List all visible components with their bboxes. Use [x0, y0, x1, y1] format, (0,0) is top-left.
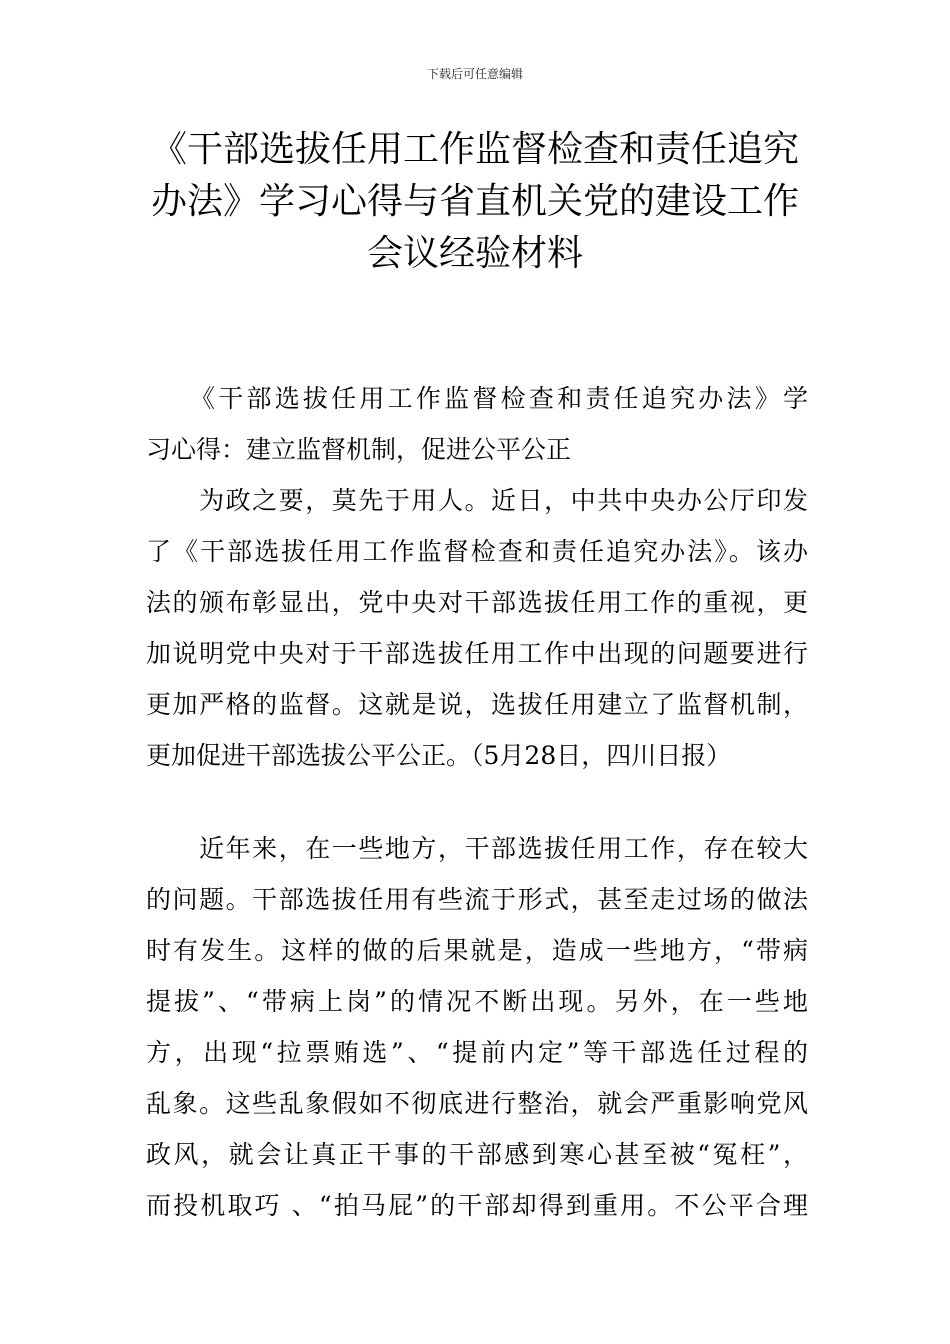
text-line: 提拔”、“带病上岗”的情况不断出现。另外，在一些地	[146, 987, 808, 1016]
text-line: 而投机取巧 、“拍马屁”的干部却得到重用。不公平合理	[146, 1191, 808, 1220]
text-line: 更加严格的监督。这就是说，选拔任用建立了监督机制，	[146, 690, 808, 719]
text-line: 为政之要，莫先于用人。近日，中共中央办公厅印发	[146, 486, 808, 515]
title-line: 会议经验材料	[366, 233, 583, 274]
text-line: 近年来，在一些地方，干部选拔任用工作，存在较大	[146, 834, 808, 863]
text-line: 了《干部选拔任用工作监督检查和责任追究办法》。该办	[146, 537, 808, 566]
text-line: 的问题。干部选拔任用有些流于形式，甚至走过场的做法	[146, 885, 808, 914]
document-title	[140, 124, 810, 280]
text-line: 《干部选拔任用工作监督检查和责任追究办法》学	[146, 384, 808, 413]
text-line: 法的颁布彰显出，党中央对干部选拔任用工作的重视，更	[146, 588, 808, 617]
body-paragraph	[146, 823, 808, 1231]
text-line: 加说明党中央对于干部选拔任用工作中出现的问题要进行	[146, 639, 808, 668]
text-line: 方，出现“拉票贿选”、“提前内定”等干部选任过程的	[146, 1038, 808, 1067]
subtitle-paragraph	[146, 373, 808, 475]
text-line: 时有发生。这样的做的后果就是，造成一些地方，“带病	[146, 936, 808, 965]
page-header-note: 下载后可任意编辑	[426, 67, 523, 81]
text-line: 习心得：建立监督机制，促进公平公正	[146, 435, 572, 464]
text-line: 更加促进干部选拔公平公正。（5月28日，四川日报）	[146, 741, 732, 770]
body-paragraph	[146, 475, 808, 781]
text-line: 政风，就会让真正干事的干部感到寒心甚至被“冤枉”，	[146, 1140, 808, 1169]
text-line: 乱象。这些乱象假如不彻底进行整治，就会严重影响党风	[146, 1089, 808, 1118]
title-line: 办法》学习心得与省直机关党的建设工作	[150, 181, 799, 222]
title-line: 《干部选拔任用工作监督检查和责任追究	[150, 129, 799, 170]
